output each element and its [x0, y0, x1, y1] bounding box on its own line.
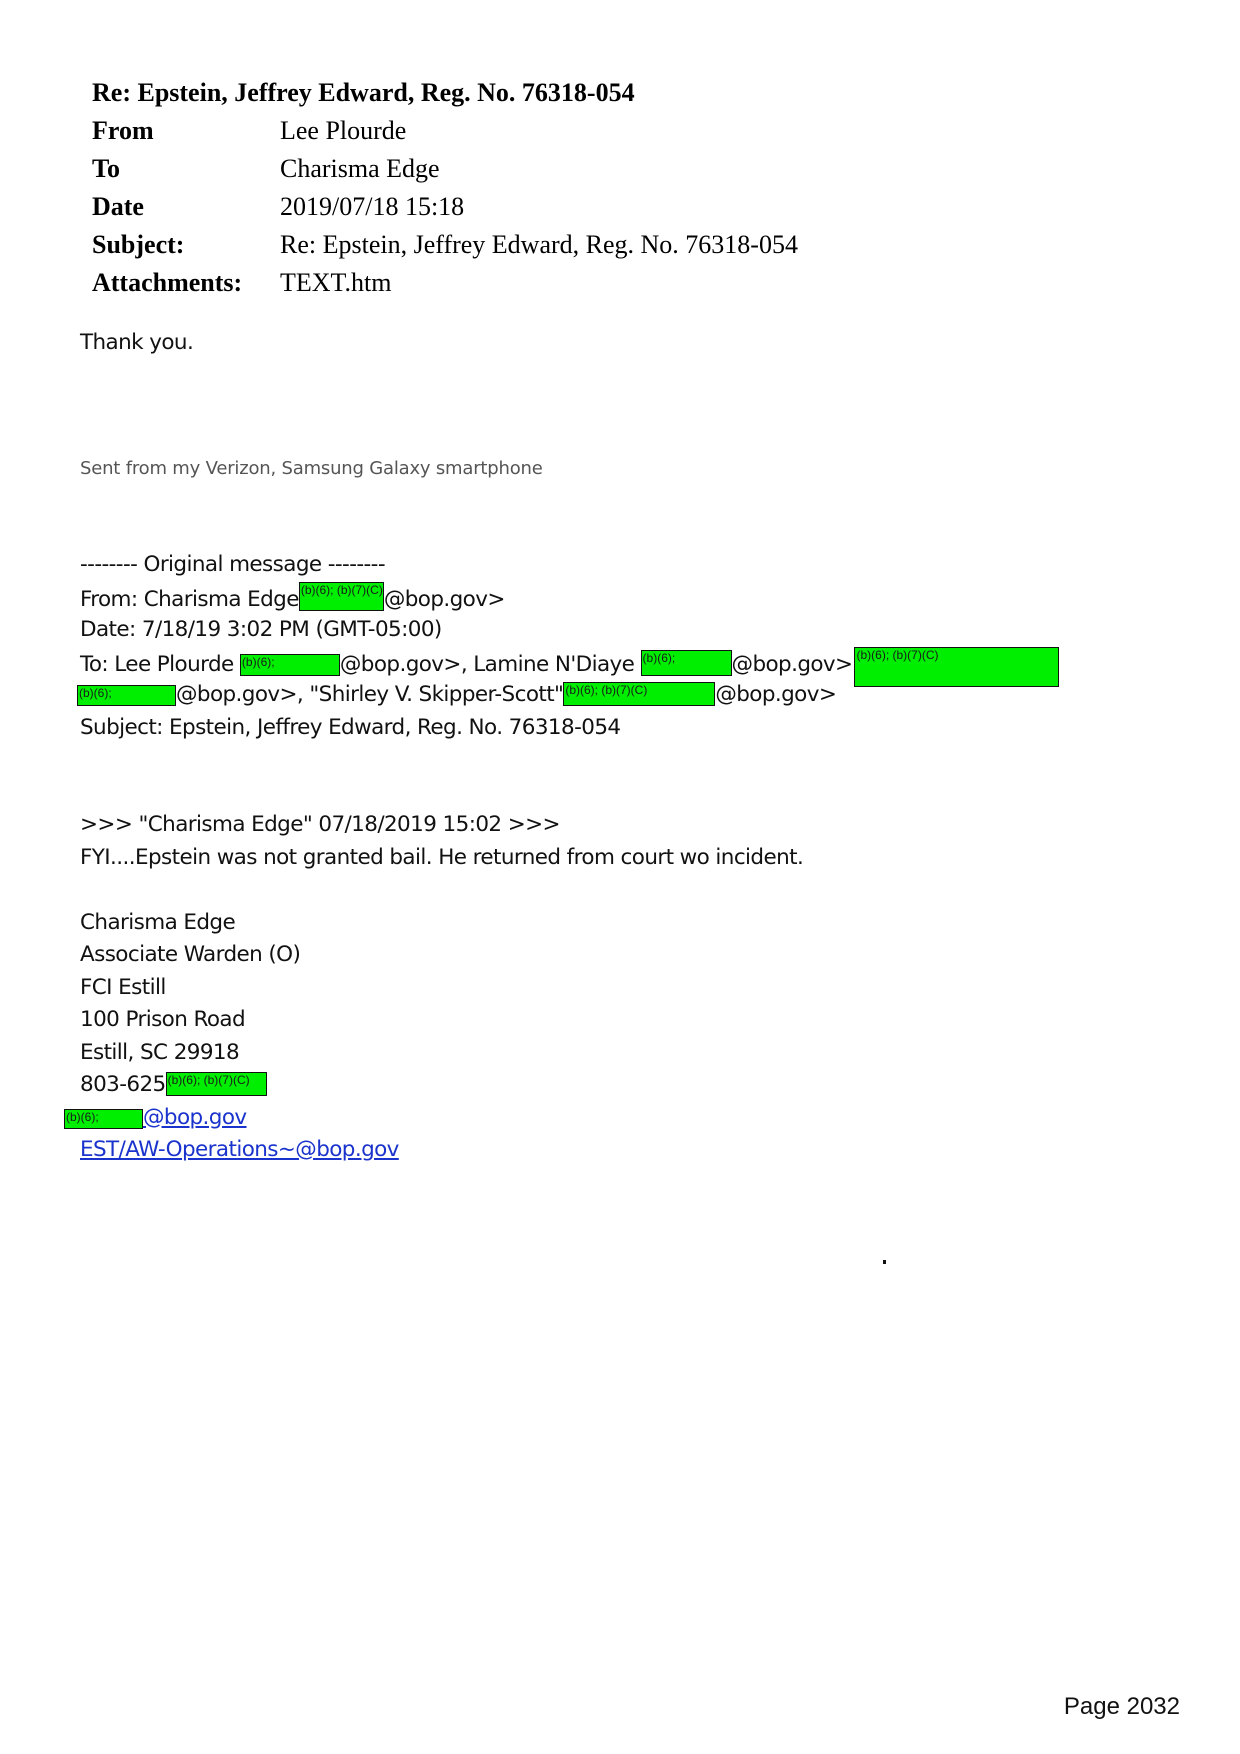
signature-name: Charisma Edge — [80, 909, 236, 935]
original-message — [66, 549, 1059, 1167]
header-row-to — [92, 150, 798, 188]
redaction-box: (b)(6); (b)(7)(C) — [299, 582, 384, 611]
from-label: From — [92, 116, 154, 145]
signature-city: Estill, SC 29918 — [80, 1039, 240, 1065]
email-header — [92, 74, 798, 302]
signature-facility: FCI Estill — [80, 974, 166, 1000]
stray-mark — [883, 1260, 886, 1264]
quote-body: FYI....Epstein was not granted bail. He returned from court wo incident. — [80, 844, 804, 870]
header-row-subject — [92, 226, 798, 264]
mobile-signature: Sent from my Verizon, Samsung Galaxy smartphone — [80, 458, 543, 479]
redaction-box: (b)(6); — [641, 650, 732, 676]
attachments-label: Attachments: — [92, 268, 243, 297]
from-value: Lee Plourde — [280, 116, 407, 145]
original-separator: -------- Original message -------- — [80, 552, 385, 577]
original-to-prefix: To: Lee Plourde — [80, 651, 240, 677]
quote-header: >>> "Charisma Edge" 07/18/2019 15:02 >>> — [80, 812, 560, 837]
reply-text: Thank you. — [80, 330, 194, 355]
redaction-box: (b)(6); — [64, 1109, 143, 1129]
original-from-line — [80, 582, 1059, 615]
to-label: To — [92, 154, 120, 183]
page-number: Page 2032 — [1063, 1693, 1180, 1720]
date-label: Date — [92, 192, 144, 221]
original-from-suffix: @bop.gov> — [383, 586, 505, 612]
original-subject-line: Subject: Epstein, Jeffrey Edward, Reg. No. 76318-054 — [80, 714, 621, 740]
original-to-mid1: @bop.gov>, Lamine N'Diaye — [339, 651, 641, 677]
email-title: Re: Epstein, Jeffrey Edward, Reg. No. 76318-054 — [92, 78, 635, 107]
subject-label: Subject: — [92, 230, 185, 259]
signature-phone — [80, 1069, 1059, 1102]
original-to-line2 — [80, 679, 1059, 712]
original-to-line2-end: @bop.gov> — [715, 682, 837, 707]
signature-title: Associate Warden (O) — [80, 942, 301, 967]
subject-value: Re: Epstein, Jeffrey Edward, Reg. No. 76318-054 — [280, 230, 798, 259]
redaction-box: (b)(6); (b)(7)(C) — [854, 647, 1059, 687]
redaction-box: (b)(6); (b)(7)(C) — [166, 1072, 267, 1096]
original-to-line2-mid: @bop.gov>, "Shirley V. Skipper-Scott" — [176, 682, 564, 707]
redaction-box: (b)(6); — [240, 654, 340, 676]
signature-email-link[interactable]: @bop.gov — [143, 1104, 247, 1130]
original-from-prefix: From: Charisma Edge — [80, 586, 299, 612]
attachments-value: TEXT.htm — [280, 268, 392, 297]
original-to-line — [80, 647, 1059, 680]
redaction-box: (b)(6); — [77, 685, 176, 706]
header-row-from — [92, 112, 798, 150]
signature-street: 100 Prison Road — [80, 1007, 246, 1032]
header-row-date — [92, 188, 798, 226]
redaction-box: (b)(6); (b)(7)(C) — [563, 682, 715, 706]
signature-phone-prefix: 803-625 — [80, 1072, 166, 1097]
to-value: Charisma Edge — [280, 154, 440, 183]
header-row-attachments — [92, 264, 798, 302]
original-to-mid2: @bop.gov> — [731, 651, 853, 677]
original-date-line: Date: 7/18/19 3:02 PM (GMT-05:00) — [80, 617, 442, 642]
date-value: 2019/07/18 15:18 — [280, 192, 465, 221]
signature-email — [66, 1102, 1059, 1135]
signature-group-email — [80, 1134, 1059, 1167]
group-email-link[interactable]: EST/AW-Operations~@bop.gov — [80, 1137, 399, 1162]
